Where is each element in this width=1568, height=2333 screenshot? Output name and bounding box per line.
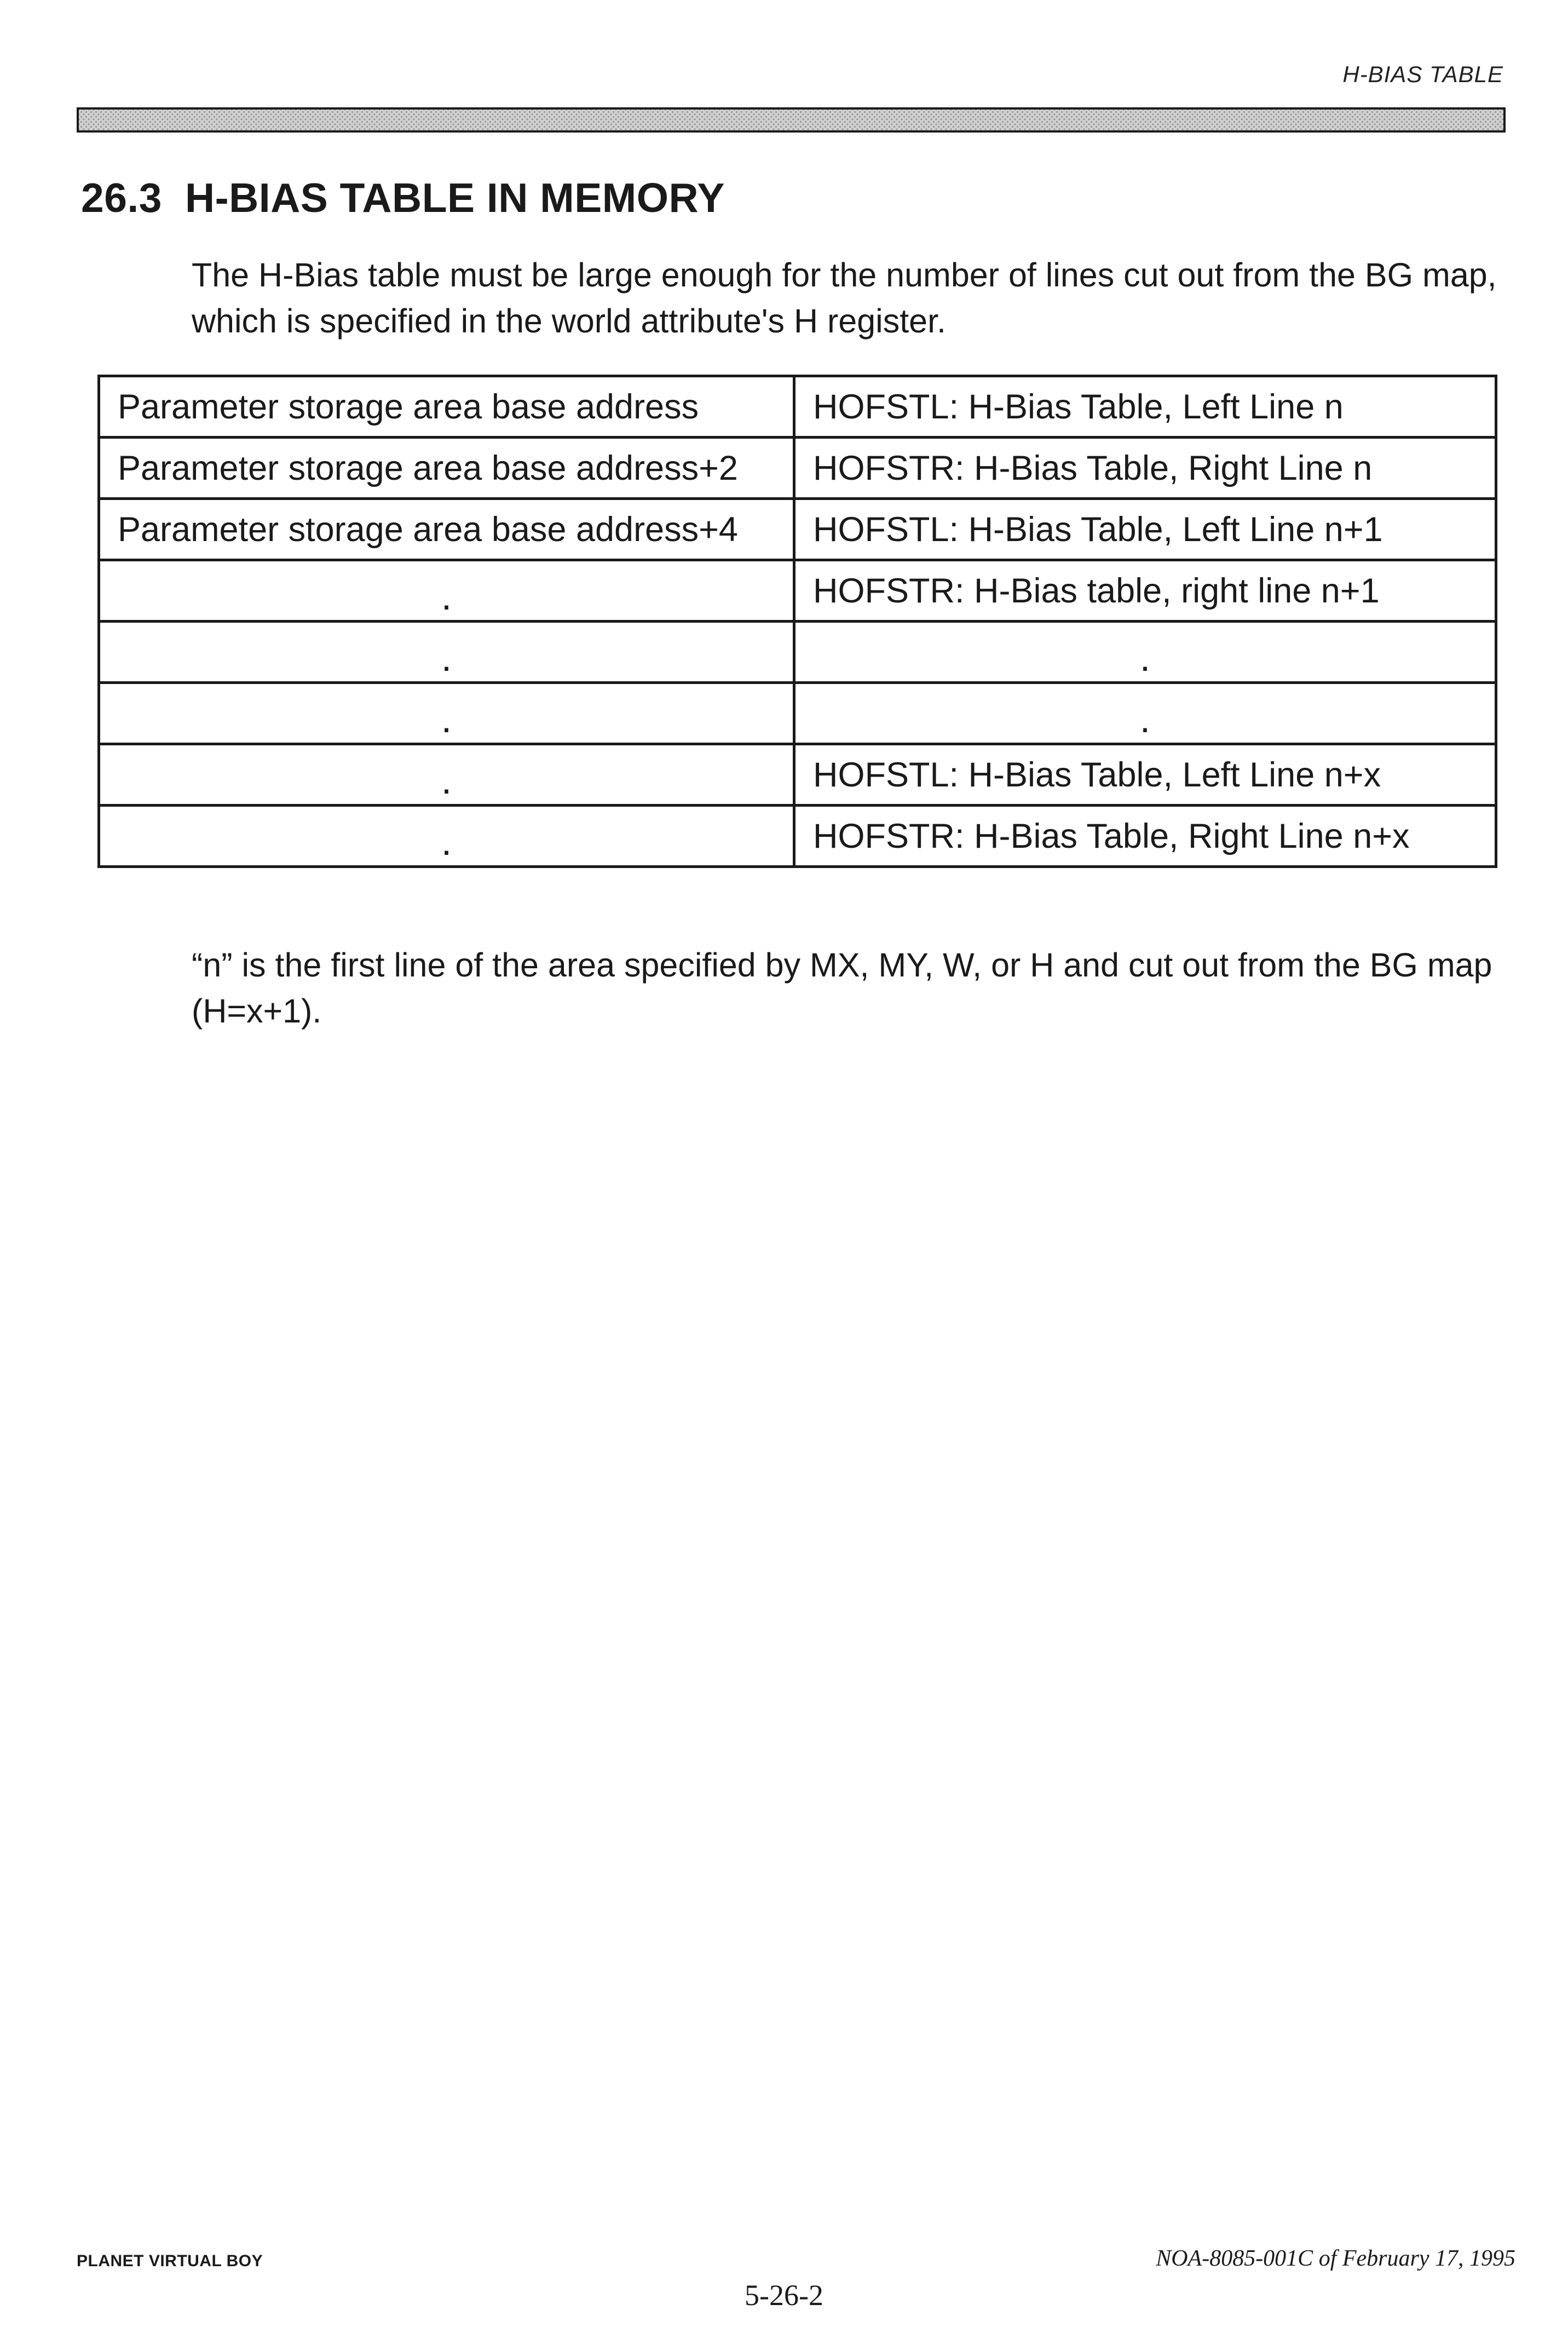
ellipsis-dot: . [1139, 697, 1151, 740]
address-cell: Parameter storage area base address [99, 376, 794, 438]
ellipsis-dot: . [441, 820, 452, 863]
page-number: 5-26-2 [745, 2279, 823, 2312]
table-row [99, 744, 1496, 806]
content-cell: HOFSTR: H-Bias Table, Right Line n+x [794, 806, 1496, 867]
header-rule-bar [77, 107, 1506, 133]
content-cell: HOFSTL: H-Bias Table, Left Line n+x [794, 744, 1496, 806]
table-row [99, 683, 1496, 744]
address-cell-ellipsis [99, 683, 794, 744]
table-row [99, 376, 1496, 438]
section-heading [81, 174, 725, 221]
content-cell: HOFSTL: H-Bias Table, Left Line n [794, 376, 1496, 438]
address-cell-ellipsis [99, 560, 794, 622]
content-cell: HOFSTR: H-Bias Table, Right Line n [794, 438, 1496, 499]
content-cell-ellipsis [794, 683, 1496, 744]
ellipsis-dot: . [441, 636, 452, 679]
ellipsis-dot: . [441, 758, 452, 802]
table-row [99, 499, 1496, 560]
table-row [99, 806, 1496, 867]
running-head: H-BIAS TABLE [1342, 61, 1503, 87]
section-title: H-BIAS TABLE IN MEMORY [185, 175, 725, 221]
note-paragraph: “n” is the first line of the area specified by MX, MY, W, or H and cut out from the BG map (H=x+1). [192, 946, 1492, 1030]
ellipsis-dot: . [441, 697, 452, 740]
address-cell-ellipsis [99, 622, 794, 683]
address-cell-ellipsis [99, 744, 794, 806]
content-cell: HOFSTL: H-Bias Table, Left Line n+1 [794, 499, 1496, 560]
address-cell-ellipsis [99, 806, 794, 867]
footer-publication: PLANET VIRTUAL BOY [77, 2252, 263, 2270]
section-number: 26.3 [81, 175, 162, 221]
ellipsis-dot: . [441, 574, 452, 618]
address-cell: Parameter storage area base address+2 [99, 438, 794, 499]
address-cell: Parameter storage area base address+4 [99, 499, 794, 560]
table-row [99, 438, 1496, 499]
table-row [99, 560, 1496, 622]
content-cell: HOFSTR: H-Bias table, right line n+1 [794, 560, 1496, 622]
h-bias-memory-table [97, 375, 1497, 868]
footer-document-id: NOA-8085-001C of February 17, 1995 [1156, 2246, 1515, 2271]
intro-paragraph: The H-Bias table must be large enough for the number of lines cut out from the BG map, which is specified in the world attribute's H register. [192, 256, 1497, 340]
ellipsis-dot: . [1139, 636, 1151, 679]
content-cell-ellipsis [794, 622, 1496, 683]
table-row [99, 622, 1496, 683]
